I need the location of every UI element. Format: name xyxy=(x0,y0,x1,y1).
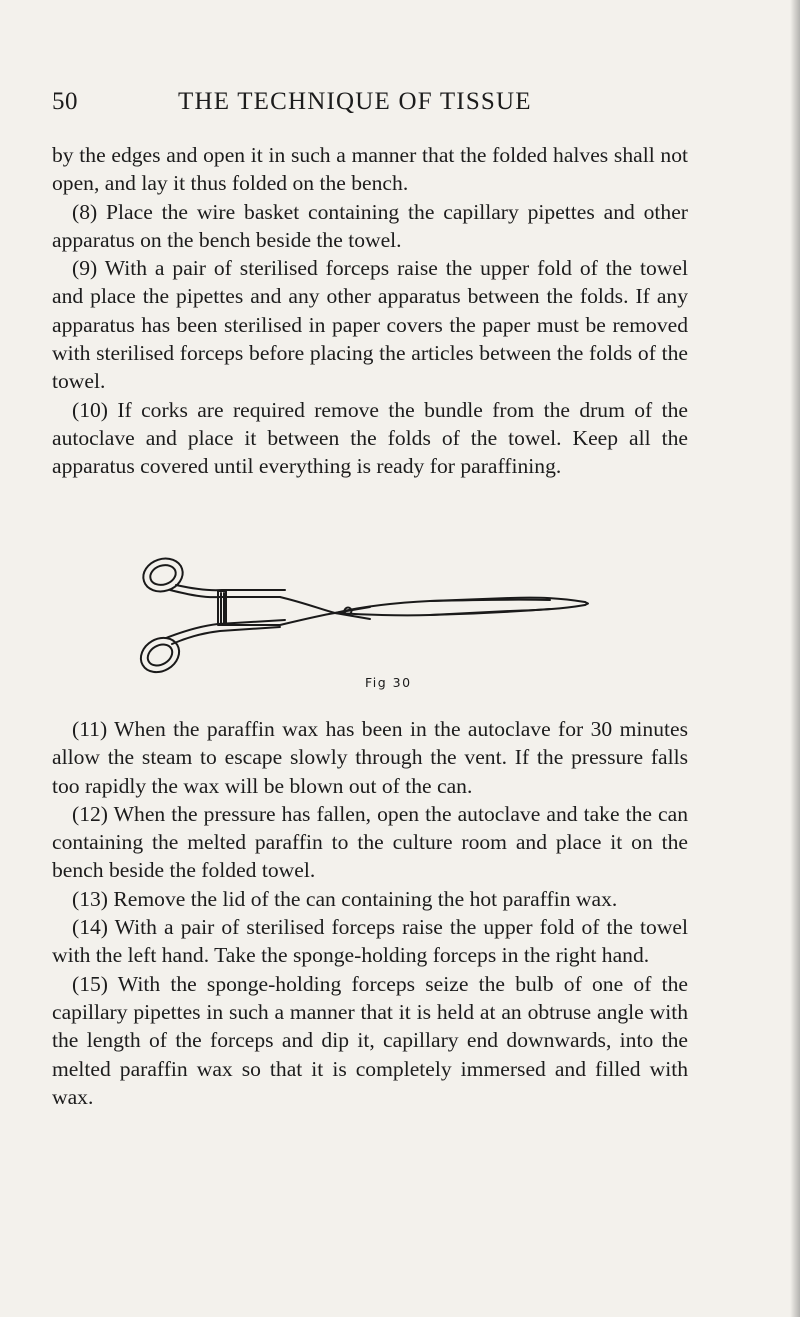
paragraph-step-10: (10) If corks are required remove the bundle from the drum of the autoclave and place it between the folds of the towel. Keep all the apparatus covered until everything is ready for paraffining. xyxy=(52,397,688,479)
paragraph-continued: by the edges and open it in such a manner that the folded halves shall not open, and lay it thus folded on the bench. xyxy=(52,143,688,196)
paragraph-step-14: (14) With a pair of sterilised forceps raise the upper fold of the towel with the left hand. Take the sponge-holding forceps in the right hand. xyxy=(52,915,688,968)
paragraph-step-8: (8) Place the wire basket containing the capillary pipettes and other apparatus on the bench beside the towel. xyxy=(52,199,688,252)
figure-30 xyxy=(130,545,610,695)
sponge-holding-forceps-illustration xyxy=(130,545,610,675)
paragraph-step-9: (9) With a pair of sterilised forceps raise the upper fold of the towel and place the pipettes and any other apparatus between the folds. If any apparatus has been sterilised in paper covers the paper must be removed with sterilised forceps before placing the articles between the folds of the towel. xyxy=(52,256,688,394)
body-text-bottom xyxy=(52,715,688,1111)
page-edge-shadow xyxy=(790,0,800,1317)
paragraph-step-11: (11) When the paraffin wax has been in the autoclave for 30 minutes allow the steam to escape slowly through the vent. If the pressure falls too rapidly the wax will be blown out of the can. xyxy=(52,717,688,798)
paragraph-step-15: (15) With the sponge-holding forceps seize the bulb of one of the capillary pipettes in such a manner that it is held at an obtruse angle with the length of the forceps and dip it, capillary end downwards, into the melted paraffin wax so that it is completely immersed and filled with wax. xyxy=(52,971,688,1109)
running-head xyxy=(0,88,800,128)
figure-caption: Fig 30 xyxy=(365,675,412,690)
running-title: THE TECHNIQUE OF TISSUE xyxy=(178,88,532,115)
paragraph-step-12: (12) When the pressure has fallen, open the autoclave and take the can containing the melted paraffin to the culture room and place it on the bench beside the folded towel. xyxy=(52,801,688,883)
paragraph-step-13: (13) Remove the lid of the can containing the hot paraffin wax. xyxy=(72,886,618,911)
body-text-top xyxy=(52,141,688,481)
page-number: 50 xyxy=(52,88,78,115)
